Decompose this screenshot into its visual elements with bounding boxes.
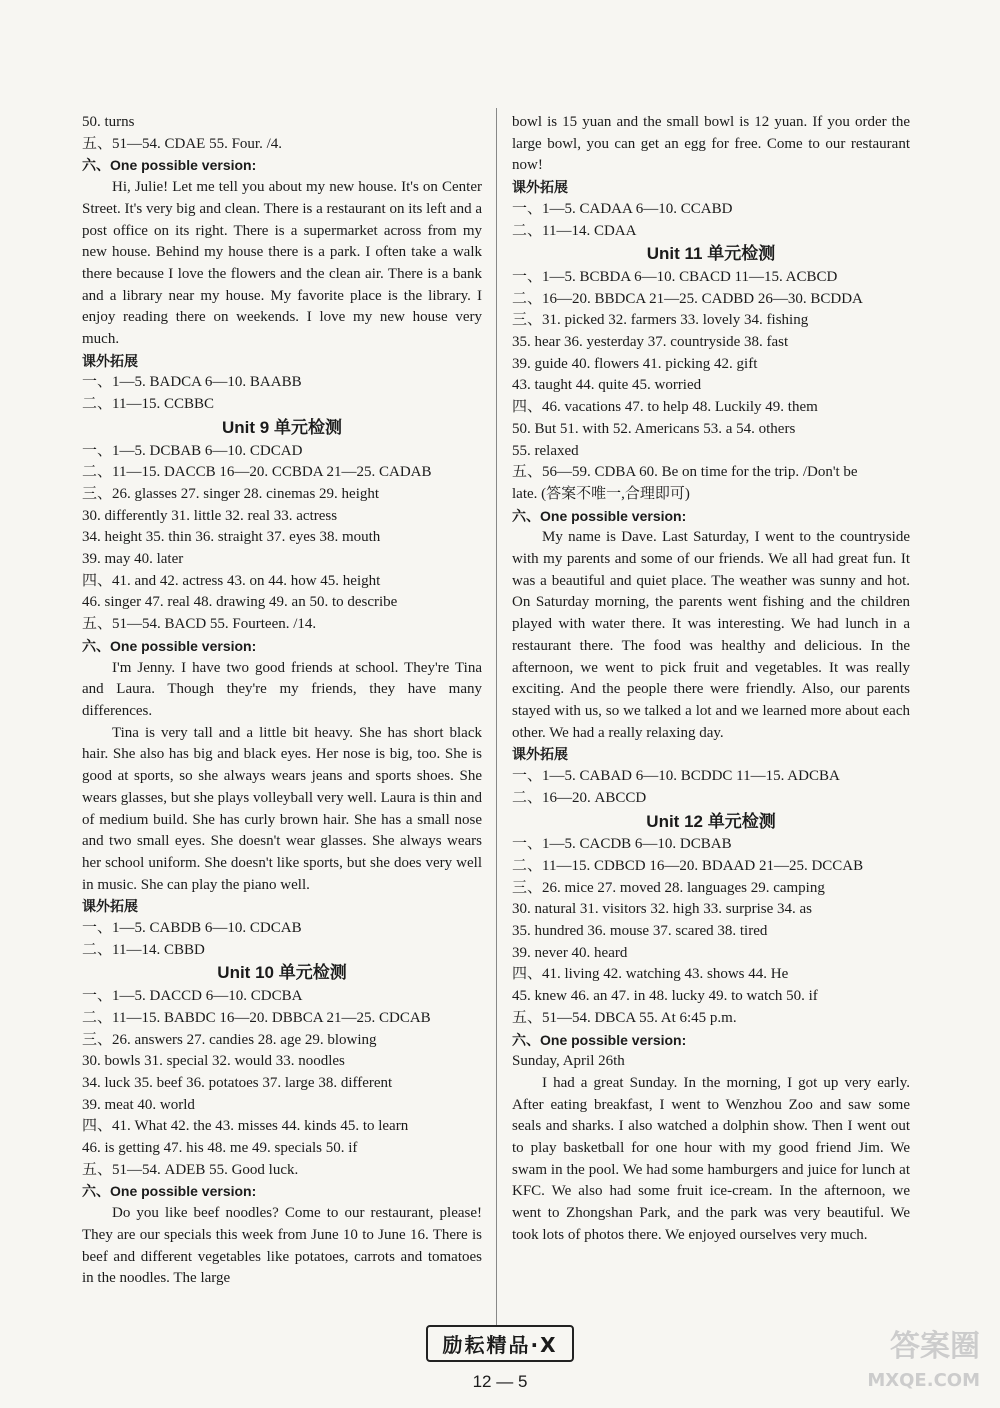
- watermark-line1: 答案圈: [890, 1329, 980, 1364]
- answer-line: 四、41. and 42. actress 43. on 44. how 45. height: [82, 572, 381, 589]
- answer-line: 五、51—54. ADEB 55. Good luck.: [82, 1161, 299, 1178]
- essay-paragraph: Tina is very tall and a little bit heavy. She has short black hair. She also has big and black eyes. Her nose is big, too. She is good at sports, so she always wears jeans and sports shoes. She wears glasses, but she plays volleyball very well. Laura is thin and of medium build. She has curly brown hair. She has a small nose and two small eyes. She doesn't wear glasses. She always wears her school uniform. She doesn't like sports, but she does very well in music. She can play the piano well.: [82, 724, 482, 893]
- section-heading: 课外拓展: [82, 352, 138, 369]
- answer-line: 四、46. vacations 47. to help 48. Luckily 49. them: [512, 399, 818, 416]
- answer-line: 一、1—5. CADAA 6—10. CCABD: [512, 200, 733, 217]
- answer-line: 四、41. living 42. watching 43. shows 44. He: [512, 966, 789, 983]
- page-number: 12 — 5: [472, 1372, 528, 1391]
- answer-line: 46. is getting 47. his 48. me 49. specials 50. if: [82, 1140, 358, 1157]
- watermark-line2: MXQE.COM: [867, 1370, 980, 1391]
- answer-line: 二、16—20. BBDCA 21—25. CADBD 26—30. BCDDA: [512, 290, 863, 307]
- answer-line: 一、1—5. BCBDA 6—10. CBACD 11—15. ACBCD: [512, 268, 838, 285]
- answer-line: Sunday, April 26th: [512, 1053, 625, 1070]
- answer-line: late. (答案不唯一,合理即可): [512, 485, 690, 502]
- answer-line: 46. singer 47. real 48. drawing 49. an 50. to describe: [82, 594, 398, 611]
- page-footer: [0, 1325, 1000, 1392]
- answer-line: 39. may 40. later: [82, 551, 184, 568]
- essay-paragraph: Do you like beef noodles? Come to our restaurant, please! They are our specials this week from June 10 to June 16. There is beef and different vegetables like potatoes, carrots and tomatoes in the noodles. The large: [82, 1205, 482, 1287]
- right-column: [512, 112, 910, 1247]
- answer-line: 二、16—20. ABCCD: [512, 789, 647, 806]
- section-heading: 六、One possible version:: [82, 1183, 257, 1200]
- answer-line: 50. turns: [82, 114, 135, 130]
- answer-line: 39. guide 40. flowers 41. picking 42. gift: [512, 355, 758, 372]
- answer-line: 五、51—54. CDAE 55. Four. /4.: [82, 135, 283, 152]
- answer-line: 三、26. mice 27. moved 28. languages 29. camping: [512, 879, 825, 896]
- answer-line: 二、11—15. CDBCD 16—20. BDAAD 21—25. DCCAB: [512, 857, 864, 874]
- answer-line: 一、1—5. BADCA 6—10. BAABB: [82, 374, 302, 391]
- answer-line: 二、11—15. CCBBC: [82, 396, 214, 413]
- section-heading: 课外拓展: [512, 746, 568, 763]
- answer-line: 30. differently 31. little 32. real 33. actress: [82, 507, 338, 524]
- answer-line: 43. taught 44. quite 45. worried: [512, 377, 702, 394]
- essay-paragraph: bowl is 15 yuan and the small bowl is 12 yuan. If you order the large bowl, you can get an egg for free. Come to our restaurant now!: [512, 114, 910, 174]
- answer-line: 三、26. glasses 27. singer 28. cinemas 29. height: [82, 485, 380, 502]
- answer-line: 一、1—5. DACCD 6—10. CDCBA: [82, 988, 303, 1005]
- unit-title: Unit 10 单元检测: [217, 963, 347, 983]
- section-heading: 六、One possible version:: [512, 1031, 687, 1048]
- essay-paragraph: I'm Jenny. I have two good friends at school. They're Tina and Laura. Though they're my friends, they have many differences.: [82, 659, 482, 719]
- answer-line: 30. natural 31. visitors 32. high 33. surprise 34. as: [512, 901, 812, 918]
- answer-line: 五、56—59. CDBA 60. Be on time for the trip. /Don't be: [512, 464, 858, 481]
- answer-line: 三、26. answers 27. candies 28. age 29. blowing: [82, 1031, 377, 1048]
- left-column: [82, 112, 482, 1290]
- answer-line: 二、11—14. CDAA: [512, 222, 637, 239]
- answer-line: 45. knew 46. an 47. in 48. lucky 49. to watch 50. if: [512, 988, 818, 1005]
- section-heading: 六、One possible version:: [82, 157, 257, 174]
- essay-paragraph: I had a great Sunday. In the morning, I got up very early. After eating breakfast, I went to Wenzhou Zoo and saw some seals and sharks. I also watched a dolphin show. Then I went out to play basketball for one hour with my good friend Jim. We swam in the pool. We had some hamburgers and juice for lunch at KFC. We also had some fruit ice-cream. In the afternoon, we went to Zhongshan Park, and the park was very beautiful. We took lots of photos there. We enjoyed ourselves very much.: [512, 1074, 910, 1243]
- answer-line: 34. height 35. thin 36. straight 37. eyes 38. mouth: [82, 529, 381, 546]
- answer-line: 四、41. What 42. the 43. misses 44. kinds 45. to learn: [82, 1118, 409, 1135]
- unit-title: Unit 9 单元检测: [222, 417, 342, 437]
- answer-line: 55. relaxed: [512, 442, 579, 459]
- essay-paragraph: My name is Dave. Last Saturday, I went to the countryside with my parents and some of our friends. We all had great fun. It was a beautiful and quiet place. The weather was sunny and hot. On Saturday morning, the parents went fishing and the children played with water there. It was interesting. We had lunch in a restaurant there. The food was healthy and delicious. In the afternoon, we went to pick fruit and vegetables. It was really exciting. And the people there were friendly. Also, our parents stayed with us, so we talked a lot and we learned more about each other. We had a really relaxing day.: [512, 529, 910, 741]
- answer-line: 50. But 51. with 52. Americans 53. a 54. others: [512, 420, 796, 437]
- answer-line: 一、1—5. CABDB 6—10. CDCAB: [82, 920, 302, 937]
- watermark: [867, 1330, 980, 1398]
- answer-line: 二、11—15. DACCB 16—20. CCBDA 21—25. CADAB: [82, 464, 432, 481]
- answer-line: 34. luck 35. beef 36. potatoes 37. large 38. different: [82, 1074, 393, 1091]
- section-heading: 课外拓展: [82, 898, 138, 915]
- unit-title: Unit 12 单元检测: [646, 811, 776, 831]
- section-heading: 六、One possible version:: [82, 637, 257, 654]
- answer-line: 二、11—15. BABDC 16—20. DBBCA 21—25. CDCAB: [82, 1009, 431, 1026]
- essay-paragraph: Hi, Julie! Let me tell you about my new house. It's on Center Street. It's very big and clean. There is a restaurant on its left and a post office on its right. There is a supermarket across from my new house. Behind my house there is a park. I often take a walk there because I love the flowers and the clean air. There is a bank and a library near my house. My favorite place is the library. I enjoy reading there on weekends. I love my new house very much.: [82, 179, 482, 348]
- answer-line: 39. meat 40. world: [82, 1096, 195, 1113]
- column-divider: [496, 108, 497, 1326]
- answer-line: 35. hear 36. yesterday 37. countryside 38. fast: [512, 334, 789, 351]
- answer-line: 39. never 40. heard: [512, 944, 628, 961]
- answer-line: 二、11—14. CBBD: [82, 941, 205, 958]
- section-heading: 课外拓展: [512, 179, 568, 196]
- answer-line: 一、1—5. CABAD 6—10. BCDDC 11—15. ADCBA: [512, 768, 840, 785]
- answer-line: 三、31. picked 32. farmers 33. lovely 34. fishing: [512, 312, 809, 329]
- answer-line: 30. bowls 31. special 32. would 33. noodles: [82, 1053, 345, 1070]
- brand-logo: 励耘精品·X: [426, 1325, 573, 1362]
- answer-line: 五、51—54. BACD 55. Fourteen. /14.: [82, 616, 317, 633]
- unit-title: Unit 11 单元检测: [646, 244, 776, 264]
- answer-line: 一、1—5. DCBAB 6—10. CDCAD: [82, 442, 303, 459]
- section-heading: 六、One possible version:: [512, 507, 687, 524]
- answer-line: 35. hundred 36. mouse 37. scared 38. tired: [512, 923, 768, 940]
- answer-line: 一、1—5. CACDB 6—10. DCBAB: [512, 836, 732, 853]
- answer-line: 五、51—54. DBCA 55. At 6:45 p.m.: [512, 1009, 737, 1026]
